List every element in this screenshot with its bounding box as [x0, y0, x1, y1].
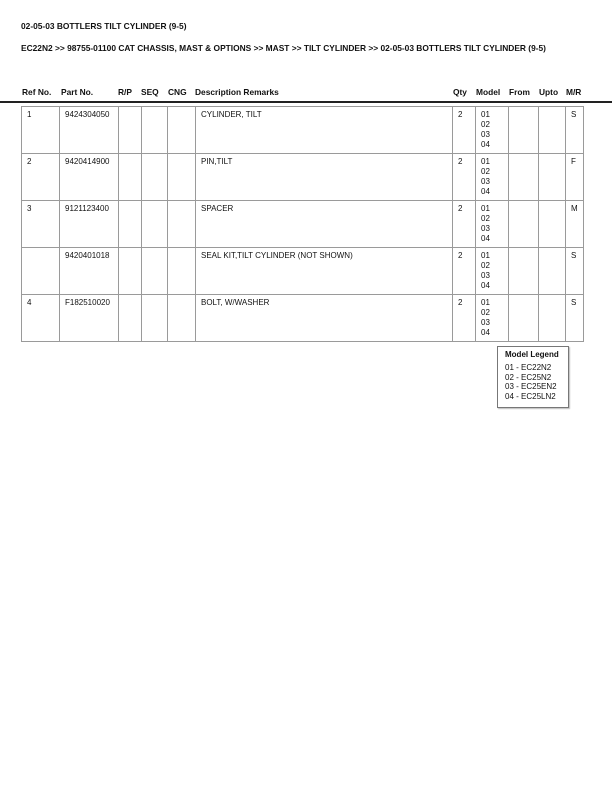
model-code: 02 — [481, 261, 490, 270]
cell-ref-no: 2 — [22, 154, 60, 201]
cell-upto — [539, 154, 566, 201]
cell-qty: 2 — [453, 107, 476, 154]
cell-description: BOLT, W/WASHER — [196, 295, 453, 342]
cell-description: SPACER — [196, 201, 453, 248]
header-model: Model — [476, 87, 501, 97]
legend-item: 02 - EC25N2 — [505, 372, 552, 382]
model-code: 02 — [481, 308, 490, 317]
cell-cng — [168, 107, 196, 154]
header-ref-no: Ref No. — [22, 87, 52, 97]
cell-ref-no — [22, 248, 60, 295]
cell-part-no: F182510020 — [60, 295, 119, 342]
cell-from — [509, 295, 539, 342]
model-code: 04 — [481, 281, 490, 290]
cell-model — [476, 154, 509, 201]
cell-qty: 2 — [453, 248, 476, 295]
model-code: 03 — [481, 271, 490, 280]
cell-model — [476, 201, 509, 248]
model-code: 03 — [481, 318, 490, 327]
legend-title: Model Legend — [505, 350, 559, 359]
cell-mr: S — [566, 295, 584, 342]
header-description: Description Remarks — [195, 87, 279, 97]
cell-rp — [119, 154, 142, 201]
legend-item: 03 - EC25EN2 — [505, 382, 557, 391]
cell-model — [476, 107, 509, 154]
cell-rp — [119, 295, 142, 342]
model-code: 03 — [481, 177, 490, 186]
cell-ref-no: 1 — [22, 107, 60, 154]
header-qty: Qty — [453, 87, 467, 97]
header-seq: SEQ — [141, 87, 159, 97]
table-row — [22, 248, 584, 295]
model-code: 01 — [481, 251, 490, 260]
cell-from — [509, 248, 539, 295]
header-cng: CNG — [168, 87, 187, 97]
cell-upto — [539, 107, 566, 154]
cell-description: PIN,TILT — [196, 154, 453, 201]
table-header — [0, 87, 612, 101]
cell-part-no: 9420414900 — [60, 154, 119, 201]
table-row — [22, 107, 584, 154]
cell-description: SEAL KIT,TILT CYLINDER (NOT SHOWN) — [196, 248, 453, 295]
cell-from — [509, 107, 539, 154]
cell-description: CYLINDER, TILT — [196, 107, 453, 154]
cell-seq — [142, 201, 168, 248]
cell-seq — [142, 248, 168, 295]
cell-mr: S — [566, 248, 584, 295]
cell-from — [509, 154, 539, 201]
model-code: 01 — [481, 204, 490, 213]
cell-upto — [539, 295, 566, 342]
cell-mr: F — [566, 154, 584, 201]
cell-rp — [119, 248, 142, 295]
parts-table — [21, 106, 584, 342]
model-code: 01 — [481, 157, 490, 166]
model-code: 02 — [481, 214, 490, 223]
model-code: 02 — [481, 120, 490, 129]
cell-part-no: 9420401018 — [60, 248, 119, 295]
model-code: 04 — [481, 328, 490, 337]
header-rp: R/P — [118, 87, 132, 97]
cell-cng — [168, 295, 196, 342]
table-row — [22, 295, 584, 342]
model-code: 03 — [481, 130, 490, 139]
cell-seq — [142, 154, 168, 201]
cell-upto — [539, 201, 566, 248]
page-title: 02-05-03 BOTTLERS TILT CYLINDER (9-5) — [21, 21, 187, 31]
cell-model — [476, 248, 509, 295]
header-from: From — [509, 87, 530, 97]
cell-qty: 2 — [453, 201, 476, 248]
cell-seq — [142, 107, 168, 154]
cell-mr: S — [566, 107, 584, 154]
model-code: 01 — [481, 110, 490, 119]
cell-rp — [119, 201, 142, 248]
cell-ref-no: 3 — [22, 201, 60, 248]
legend-item: 01 - EC22N2 — [505, 363, 552, 372]
model-code: 01 — [481, 298, 490, 307]
cell-upto — [539, 248, 566, 295]
cell-cng — [168, 248, 196, 295]
cell-cng — [168, 201, 196, 248]
breadcrumb: EC22N2 >> 98755-01100 CAT CHASSIS, MAST & OPTIONS >> MAST >> TILT CYLINDER >> 02-05-03 BOTTLERS TILT CYLINDER (9-5) — [21, 43, 546, 53]
cell-rp — [119, 107, 142, 154]
header-mr: M/R — [566, 87, 582, 97]
header-divider — [0, 101, 612, 103]
cell-cng — [168, 154, 196, 201]
cell-from — [509, 201, 539, 248]
cell-part-no: 9121123400 — [60, 201, 119, 248]
table-row — [22, 154, 584, 201]
cell-seq — [142, 295, 168, 342]
model-code: 03 — [481, 224, 490, 233]
model-code: 04 — [481, 234, 490, 243]
model-code: 04 — [481, 187, 490, 196]
cell-ref-no: 4 — [22, 295, 60, 342]
model-code: 04 — [481, 140, 490, 149]
header-upto: Upto — [539, 87, 559, 97]
header-part-no: Part No. — [61, 87, 94, 97]
model-code: 02 — [481, 167, 490, 176]
legend-item: 04 - EC25LN2 — [505, 391, 556, 401]
cell-qty: 2 — [453, 154, 476, 201]
cell-mr: M — [566, 201, 584, 248]
cell-part-no: 9424304050 — [60, 107, 119, 154]
cell-qty: 2 — [453, 295, 476, 342]
table-row — [22, 201, 584, 248]
cell-model — [476, 295, 509, 342]
model-legend — [497, 346, 569, 408]
